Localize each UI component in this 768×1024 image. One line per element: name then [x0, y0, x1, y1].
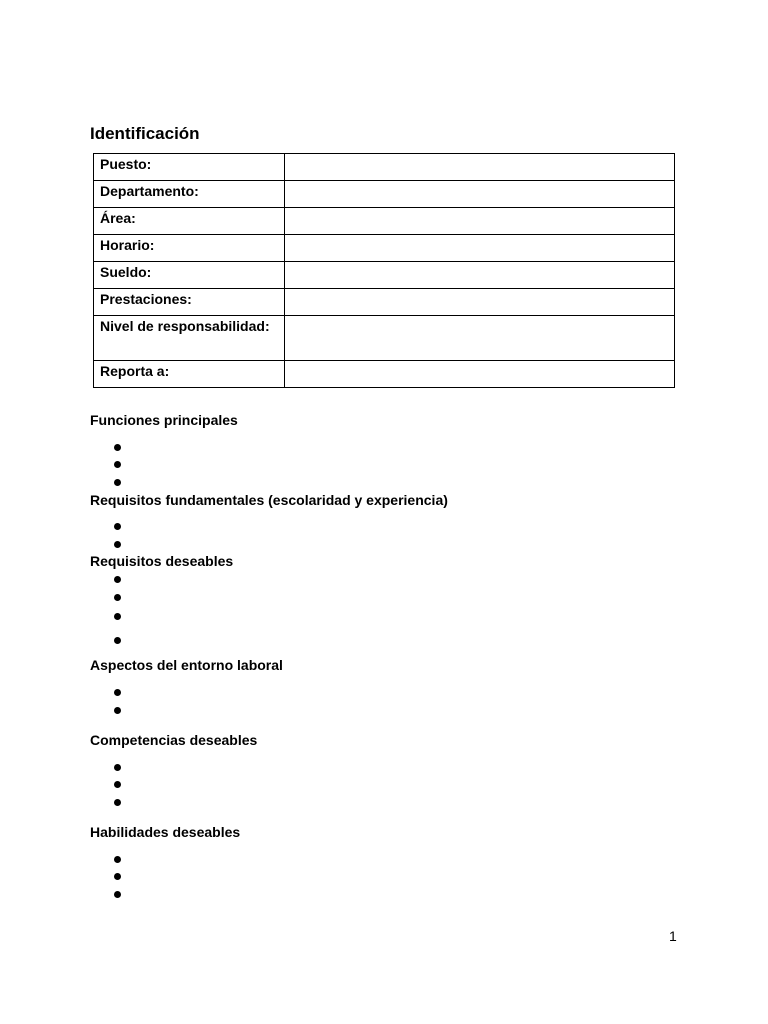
row-value-area — [285, 208, 675, 235]
page-title: Identificación — [90, 124, 200, 143]
row-value-prestaciones — [285, 289, 675, 316]
row-label-prestaciones: Prestaciones: — [94, 289, 285, 316]
bullet-icon — [114, 576, 121, 583]
row-label-sueldo: Sueldo: — [94, 262, 285, 289]
bullet-icon — [114, 689, 121, 696]
bullet-icon — [114, 764, 121, 771]
table-row — [94, 154, 675, 181]
table-row — [94, 181, 675, 208]
page-number: 1 — [669, 928, 677, 944]
table-row — [94, 289, 675, 316]
row-value-puesto — [285, 154, 675, 181]
row-label-horario: Horario: — [94, 235, 285, 262]
bullet-icon — [114, 444, 121, 451]
section-heading: Aspectos del entorno laboral — [90, 657, 283, 673]
row-value-horario — [285, 235, 675, 262]
row-value-nivel-responsabilidad — [285, 316, 675, 361]
row-value-reporta-a — [285, 361, 675, 388]
bullet-icon — [114, 541, 121, 548]
row-value-departamento — [285, 181, 675, 208]
row-value-sueldo — [285, 262, 675, 289]
bullet-icon — [114, 637, 121, 644]
bullet-icon — [114, 707, 121, 714]
bullet-icon — [114, 873, 121, 880]
section-heading: Funciones principales — [90, 412, 238, 428]
bullet-icon — [114, 613, 121, 620]
row-label-reporta-a: Reporta a: — [94, 361, 285, 388]
bullet-icon — [114, 799, 121, 806]
table-row — [94, 316, 675, 361]
table-row — [94, 262, 675, 289]
table-row — [94, 208, 675, 235]
bullet-icon — [114, 781, 121, 788]
row-label-puesto: Puesto: — [94, 154, 285, 181]
bullet-icon — [114, 856, 121, 863]
bullet-icon — [114, 479, 121, 486]
row-label-nivel-responsabilidad: Nivel de responsabilidad: — [94, 316, 285, 361]
section-heading: Requisitos fundamentales (escolaridad y experiencia) — [90, 492, 448, 508]
row-label-departamento: Departamento: — [94, 181, 285, 208]
table-row — [94, 361, 675, 388]
table-row — [94, 235, 675, 262]
section-heading: Requisitos deseables — [90, 553, 234, 569]
identification-table — [93, 153, 675, 388]
bullet-icon — [114, 523, 121, 530]
section-heading: Competencias deseables — [90, 732, 258, 748]
bullet-icon — [114, 461, 121, 468]
bullet-icon — [114, 594, 121, 601]
bullet-icon — [114, 891, 121, 898]
row-label-area: Área: — [94, 208, 285, 235]
section-heading: Habilidades deseables — [90, 824, 241, 840]
